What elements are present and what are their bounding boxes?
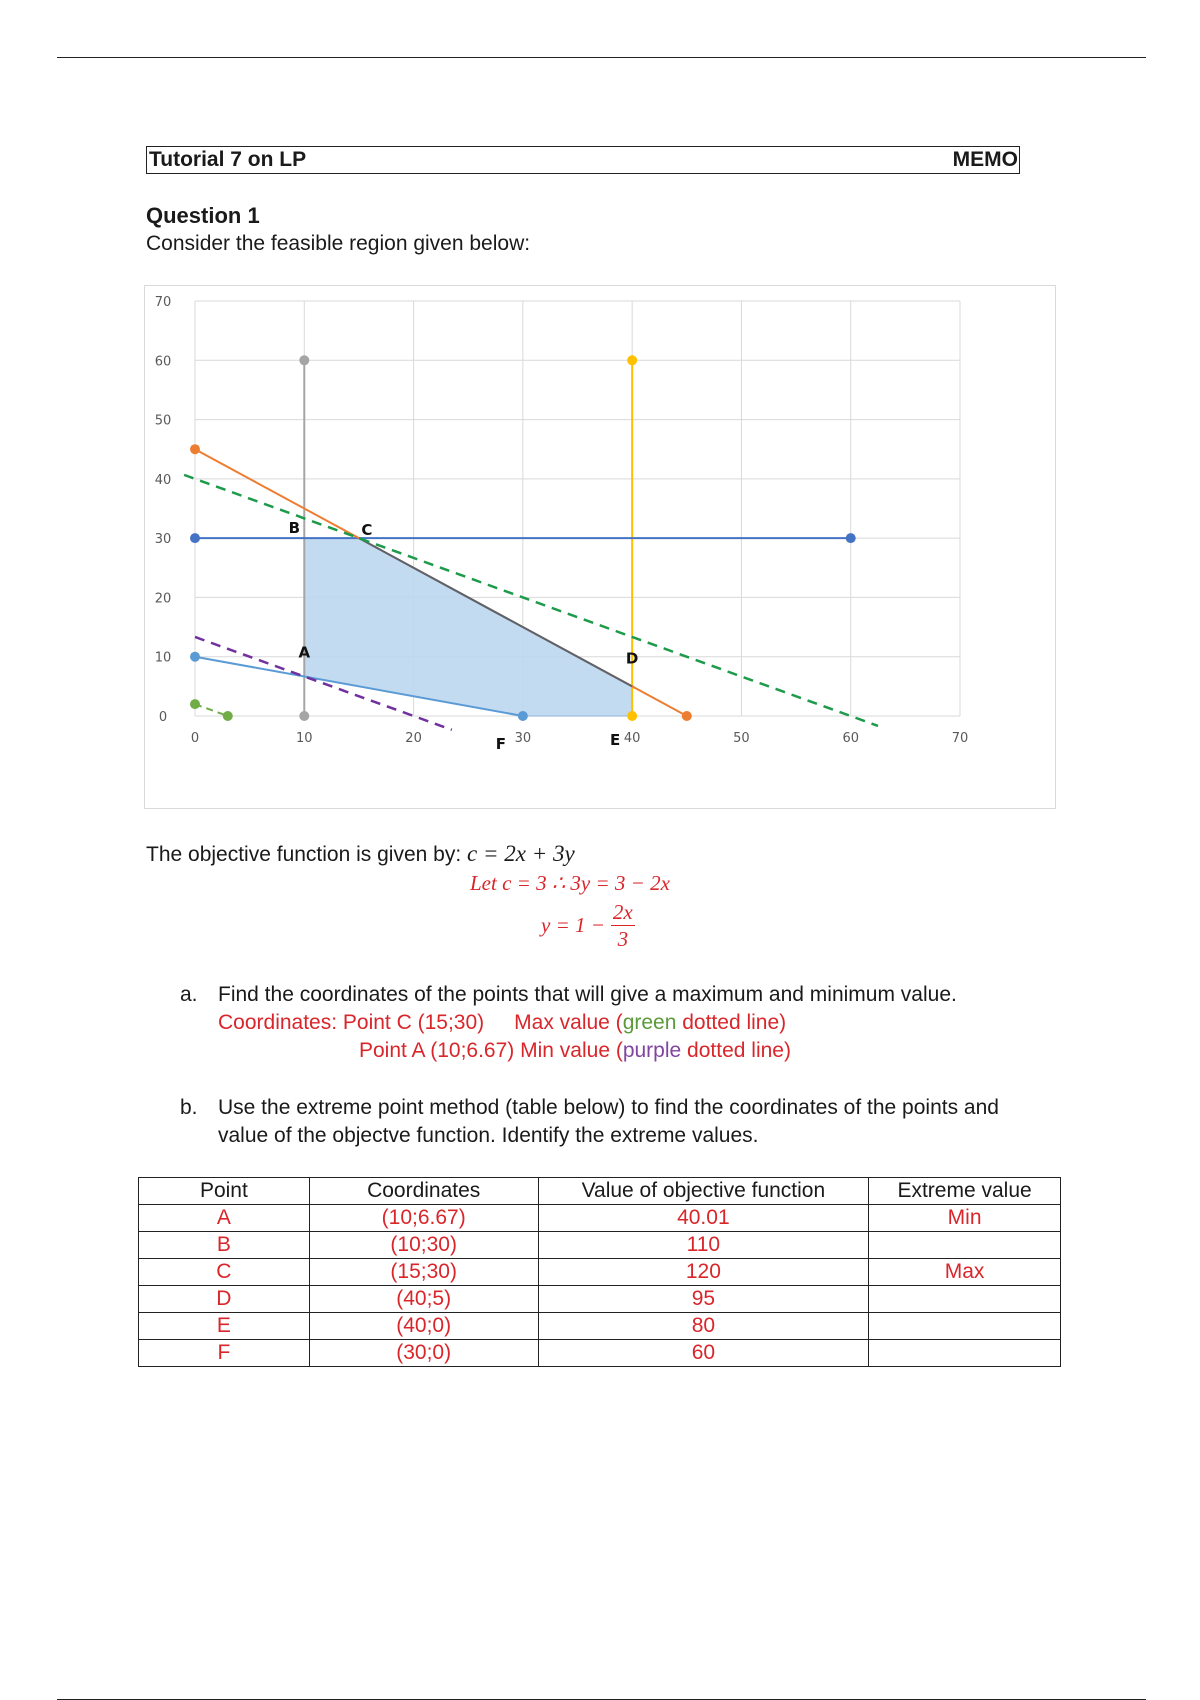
table-row (139, 1259, 1061, 1286)
cell-extreme-value (869, 1232, 1061, 1259)
line-endpoint-marker (223, 711, 233, 721)
x-tick-label: 20 (405, 731, 422, 746)
table-header-row (139, 1178, 1061, 1205)
fraction-numerator: 2x (612, 900, 633, 924)
let-equation (470, 871, 670, 896)
y-tick-label: 70 (154, 295, 172, 310)
point-label-c: C (361, 521, 373, 540)
line-endpoint-marker (190, 652, 200, 662)
cell-objective-value: 60 (538, 1340, 869, 1367)
line-endpoint-marker (682, 711, 692, 721)
cell-point: A (139, 1205, 310, 1232)
y-tick-label: 50 (154, 413, 172, 429)
y-tick-label: 0 (158, 710, 168, 725)
top-rule (57, 57, 1146, 58)
answer-min-color: purple (622, 1039, 682, 1062)
cell-extreme-value (869, 1313, 1061, 1340)
y-tick-label: 10 (154, 650, 172, 666)
line-endpoint-marker (190, 699, 200, 709)
feasible-region (304, 538, 632, 716)
x-tick-label: 30 (514, 731, 532, 746)
chart-canvas (145, 286, 1055, 808)
answer-max-tail: dotted line) (676, 1011, 787, 1034)
y-tick-label: 60 (154, 354, 172, 370)
line-endpoint-marker (627, 711, 637, 721)
header-objective-value: Value of objective function (538, 1178, 869, 1205)
cell-extreme-value: Min (869, 1205, 1061, 1232)
feasible-region-layer (304, 538, 632, 716)
feasible-region-chart (144, 285, 1056, 809)
cell-point: C (139, 1259, 310, 1286)
part-a-marker: a. (180, 983, 198, 1006)
part-b-text: Use the extreme point method (table below) to find the coordinates of the points and value of the objectve function. Identify the extreme values. (218, 1096, 999, 1147)
y-equation (541, 899, 635, 952)
part-b-marker: b. (180, 1096, 198, 1119)
point-label-e: E (610, 731, 621, 749)
let-equation-text: Let c = 3 ∴ 3y = 3 − 2x (470, 871, 670, 895)
part-a-answer-min (218, 1037, 1018, 1065)
x-tick-label: 0 (190, 731, 200, 746)
y-tick-label: 30 (154, 532, 172, 548)
line-endpoint-marker (190, 533, 200, 543)
table-row (139, 1340, 1061, 1367)
y-equation-prefix: y = 1 − (541, 913, 605, 937)
cell-extreme-value (869, 1286, 1061, 1313)
point-label-a: A (298, 643, 311, 662)
table-row (139, 1286, 1061, 1313)
cell-objective-value: 110 (538, 1232, 869, 1259)
cell-extreme-value: Max (869, 1259, 1061, 1286)
table-row (139, 1313, 1061, 1340)
line-endpoint-marker (299, 711, 309, 721)
x-tick-label: 40 (623, 731, 641, 746)
part-a-text: Find the coordinates of the points that will give a maximum and minimum value. (218, 983, 957, 1006)
answer-min-coord: Point A (10;6.67) (359, 1039, 515, 1062)
x-tick-label: 50 (733, 731, 750, 746)
objective-formula: c = 2x + 3y (467, 841, 575, 866)
y-tick-label: 40 (154, 472, 172, 488)
point-label-b: B (288, 519, 301, 538)
objective-prefix: The objective function is given by: (146, 843, 468, 866)
part-a-answer-max (218, 1009, 1018, 1037)
cell-coordinates: (40;0) (309, 1313, 538, 1340)
answer-max-coord: Coordinates: Point C (15;30) (218, 1011, 485, 1034)
answer-max-color: green (622, 1011, 677, 1034)
x-tick-label: 10 (296, 731, 313, 746)
cell-point: E (139, 1313, 310, 1340)
y-equation-fraction (611, 899, 635, 952)
answer-max-value: Max value ( (514, 1011, 623, 1034)
cell-point: F (139, 1340, 310, 1367)
cell-coordinates: (10;30) (309, 1232, 538, 1259)
title-box (146, 146, 1020, 174)
line-endpoint-marker (518, 711, 528, 721)
point-label-f: F (495, 735, 506, 753)
x-tick-label: 60 (842, 731, 859, 746)
cell-point: D (139, 1286, 310, 1313)
answer-min-tail: dotted line) (681, 1039, 791, 1062)
question-heading: Question 1 (146, 203, 260, 228)
x-tick-label: 70 (951, 731, 969, 746)
objective-function-line (146, 841, 575, 867)
answer-min-value: Min value ( (520, 1039, 623, 1062)
cell-objective-value: 40.01 (538, 1205, 869, 1232)
fraction-denominator: 3 (617, 927, 629, 951)
point-label-d: D (625, 649, 639, 668)
table-row (139, 1205, 1061, 1232)
cell-objective-value: 120 (538, 1259, 869, 1286)
cell-point: B (139, 1232, 310, 1259)
cell-extreme-value (869, 1340, 1061, 1367)
line-endpoint-marker (627, 355, 637, 365)
cell-coordinates: (10;6.67) (309, 1205, 538, 1232)
extreme-point-table (138, 1177, 1061, 1367)
line-endpoint-marker (846, 533, 856, 543)
header-point: Point (139, 1178, 310, 1205)
cell-coordinates: (30;0) (309, 1340, 538, 1367)
cell-objective-value: 95 (538, 1286, 869, 1313)
table-row (139, 1232, 1061, 1259)
page-title: Tutorial 7 on LP (149, 148, 307, 171)
line-endpoint-marker (190, 444, 200, 454)
cell-objective-value: 80 (538, 1313, 869, 1340)
cell-coordinates: (40;5) (309, 1286, 538, 1313)
question-intro: Consider the feasible region given below: (146, 232, 531, 255)
cell-coordinates: (15;30) (309, 1259, 538, 1286)
y-tick-label: 20 (154, 591, 172, 607)
constraint-line (195, 704, 228, 716)
line-endpoint-marker (299, 355, 309, 365)
header-coordinates: Coordinates (309, 1178, 538, 1205)
memo-label: MEMO (952, 148, 1018, 171)
header-extreme-value: Extreme value (869, 1178, 1061, 1205)
